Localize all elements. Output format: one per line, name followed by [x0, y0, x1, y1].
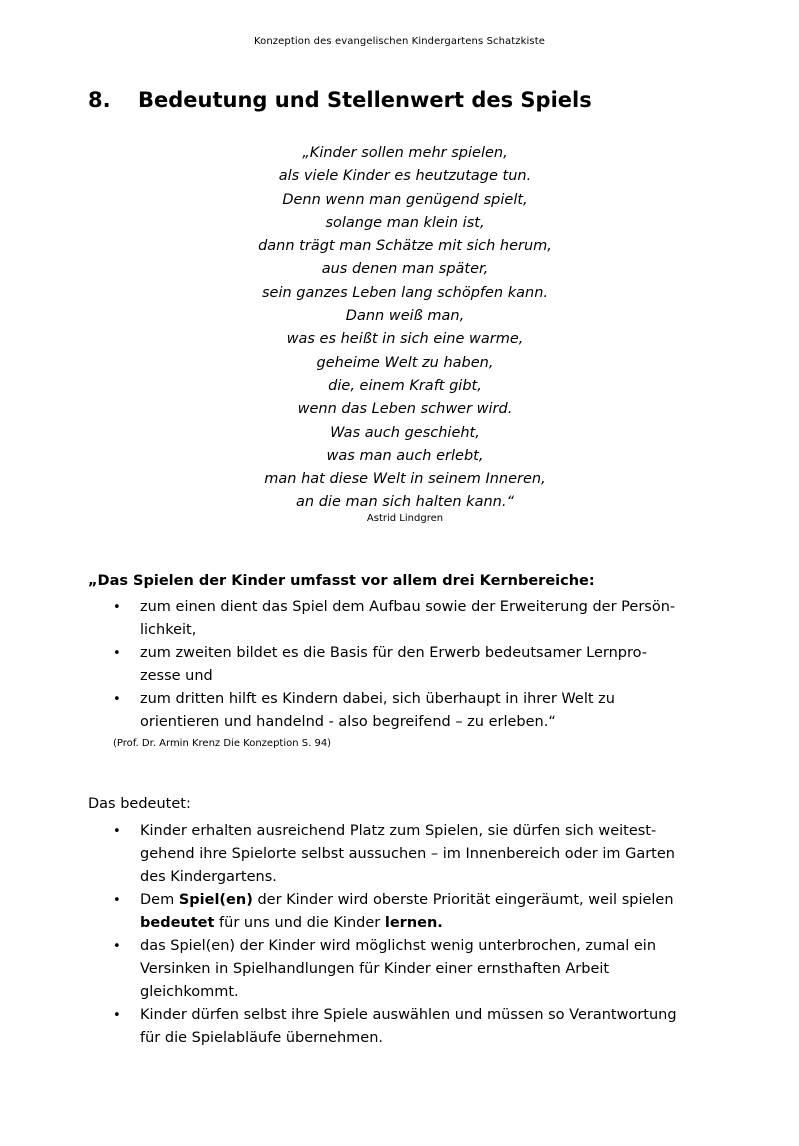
text-segment: für uns und die Kinder [214, 915, 385, 931]
poem-line: geheime Welt zu haben, [316, 354, 494, 371]
poem-line: was es heißt in sich eine warme, [286, 331, 524, 348]
poem-line: „Kinder sollen mehr spielen, [302, 145, 508, 161]
list-item-line [140, 889, 723, 912]
list-item-line: gehend ihre Spielorte selbst aussuchen – im Innenbereich oder im Garten [140, 846, 675, 862]
poem-line: dann trägt man Schätze mit sich herum, [258, 238, 552, 255]
list-item-line: Kinder dürfen selbst ihre Spiele auswählen und müssen so Verantwortung [140, 1007, 677, 1023]
running-header: Konzeption des evangelischen Kindergartens Schatzkiste [253, 36, 546, 47]
poem-line: Dann weiß man, [345, 308, 465, 325]
kernbereiche-list [113, 596, 723, 734]
citation: (Prof. Dr. Armin Krenz Die Konzeption S. 94) [113, 738, 332, 749]
poem-line: wenn das Leben schwer wird. [297, 401, 513, 418]
list-item [113, 688, 723, 734]
poem-line: aus denen man später, [321, 261, 489, 278]
list-item-line: zum zweiten bildet es die Basis für den Erwerb bedeutsamer Lernpro- [140, 645, 647, 661]
bullet-icon: • [113, 692, 121, 707]
list-item-line: gleichkommt. [140, 984, 239, 1000]
list-item-line: des Kindergartens. [140, 869, 277, 885]
section-title-text: Bedeutung und Stellenwert des Spiels [138, 88, 592, 112]
list-item [113, 889, 723, 935]
poem-author: Astrid Lindgren [366, 513, 444, 524]
list-item-line: zesse und [140, 668, 213, 684]
list-item-line [140, 912, 723, 935]
section-title [88, 88, 592, 112]
poem [200, 142, 610, 515]
bold-term: bedeutet [140, 915, 215, 931]
poem-line: die, einem Kraft gibt, [328, 377, 482, 394]
bullet-icon: • [113, 646, 121, 661]
list-item-line: das Spiel(en) der Kinder wird möglichst wenig unterbrochen, zumal ein [140, 938, 657, 954]
list-item-line: orientieren und handelnd - also begreifend – zu erleben.“ [140, 714, 556, 730]
list-item [113, 642, 723, 688]
list-item-line: lichkeit, [140, 622, 197, 638]
list-item-line: zum einen dient das Spiel dem Aufbau sowie der Erweiterung der Persön- [140, 599, 676, 615]
bullet-icon: • [113, 824, 121, 839]
meaning-list [113, 820, 723, 1050]
poem-line: Was auch geschieht, [330, 424, 480, 441]
poem-line: Denn wenn man genügend spielt, [282, 191, 528, 208]
bold-term: Spiel(en) [178, 892, 253, 908]
bullet-icon: • [113, 939, 121, 954]
poem-line: als viele Kinder es heutzutage tun. [278, 168, 532, 185]
text-segment: der Kinder wird oberste Priorität eingeräumt, weil spielen [252, 892, 674, 908]
bullet-icon: • [113, 600, 121, 615]
list-item [113, 1004, 723, 1050]
poem-line: solange man klein ist, [325, 214, 485, 231]
quote-heading: „Das Spielen der Kinder umfasst vor allem drei Kernbereiche: [88, 573, 595, 589]
list-item [113, 820, 723, 889]
list-item-line: Kinder erhalten ausreichend Platz zum Spielen, sie dürfen sich weitest- [140, 823, 657, 839]
poem-line: sein ganzes Leben lang schöpfen kann. [261, 284, 548, 301]
bold-term: lernen. [384, 915, 443, 931]
bullet-icon: • [113, 1008, 121, 1023]
list-item [113, 596, 723, 642]
list-item-line: zum dritten hilft es Kindern dabei, sich überhaupt in ihrer Welt zu [140, 691, 615, 707]
poem-line: an die man sich halten kann.“ [296, 494, 514, 511]
list-item-line: Versinken in Spielhandlungen für Kinder einer ernsthaften Arbeit [140, 961, 610, 977]
poem-line: man hat diese Welt in seinem Inneren, [264, 471, 546, 488]
bullet-icon: • [113, 893, 121, 908]
poem-line: was man auch erlebt, [326, 447, 484, 464]
list-item-line: für die Spielabläufe übernehmen. [140, 1030, 384, 1046]
text-segment: Dem [140, 892, 179, 908]
meaning-heading: Das bedeutet: [88, 796, 191, 812]
section-number: 8. [88, 88, 111, 112]
list-item [113, 935, 723, 1004]
